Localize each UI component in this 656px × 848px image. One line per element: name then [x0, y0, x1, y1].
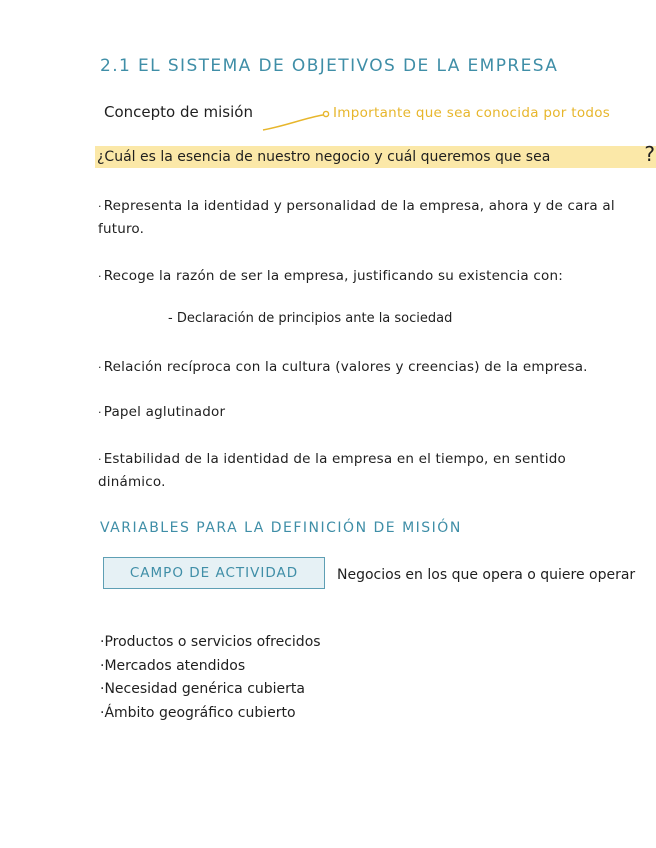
key-question-text: ¿Cuál es la esencia de nuestro negocio y cuál queremos que sea [97, 149, 551, 165]
paragraph-razon [98, 265, 638, 288]
bullet: · [100, 634, 105, 650]
list-item-text: Necesidad genérica cubierta [104, 681, 305, 697]
side-note: Importante que sea conocida por todos [333, 105, 611, 121]
list-item [100, 678, 321, 702]
sub-item-declaracion: - Declaración de principios ante la sociedad [168, 311, 453, 326]
paragraph-cultura [98, 356, 638, 379]
paragraph-estabilidad [98, 448, 638, 494]
bullet: · [98, 453, 102, 466]
bullet: · [98, 270, 102, 283]
bullet: · [100, 657, 105, 674]
variables-heading: VARIABLES PARA LA DEFINICIÓN DE MISIÓN [100, 520, 462, 536]
bullet: · [98, 406, 102, 419]
question-mark: ? [644, 142, 655, 166]
bullet: · [98, 361, 102, 374]
variables-list [100, 631, 321, 725]
paragraph-text: Relación recíproca con la cultura (valores y creencias) de la empresa. [103, 359, 588, 375]
paragraph-text: Representa la identidad y personalidad de la empresa, ahora y de cara al futuro. [98, 198, 615, 237]
paragraph-text: Recoge la razón de ser la empresa, justificando su existencia con: [103, 268, 563, 284]
list-item [100, 655, 321, 679]
list-item-text: Mercados atendidos [104, 657, 246, 674]
campo-actividad-label: CAMPO DE ACTIVIDAD [129, 565, 299, 581]
list-item [100, 631, 321, 655]
paragraph-aglutinador [98, 401, 638, 424]
campo-actividad-box [103, 557, 325, 589]
paragraph-text: Papel aglutinador [103, 404, 226, 420]
bullet: · [100, 704, 105, 721]
list-item-text: Productos o servicios ofrecidos [104, 634, 321, 650]
bullet: · [98, 200, 102, 213]
key-question-highlight [95, 142, 656, 168]
campo-actividad-description: Negocios en los que opera o quiere operar [337, 567, 636, 583]
paragraph-identidad [98, 195, 638, 241]
paragraph-text: Estabilidad de la identidad de la empresa en el tiempo, en sentido dinámico. [98, 451, 566, 490]
concepto-title: Concepto de misión [104, 103, 253, 121]
bullet: · [100, 681, 105, 697]
list-item-text: Ámbito geográfico cubierto [104, 704, 296, 721]
main-heading: 2.1 EL SISTEMA DE OBJETIVOS DE LA EMPRESA [100, 56, 559, 76]
list-item [100, 702, 321, 726]
